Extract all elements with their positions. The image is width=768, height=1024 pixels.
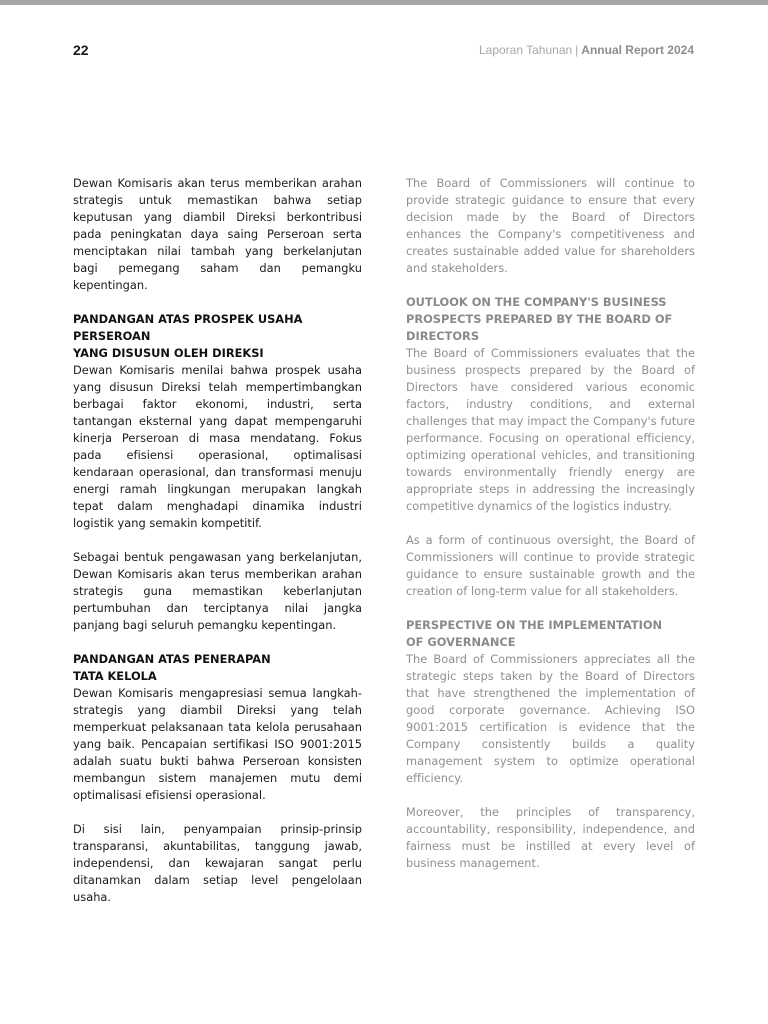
right-heading-business-prospects: [406, 294, 695, 345]
right-paragraph-4: The Board of Commissioners appreciates all the strategic steps taken by the Board of Directors that have strengthened the implementation of good corporate governance. Achieving ISO 9001:2015 certification is evidence that the Company consistently builds a quality management system to optimize operational efficiency.: [406, 652, 695, 785]
right-heading-1-line-2: PROSPECTS PREPARED BY THE BOARD OF: [406, 312, 673, 326]
right-heading-governance: [406, 617, 695, 651]
left-heading-1-line-2: YANG DISUSUN OLEH DIREKSI: [73, 346, 264, 360]
page-number: 22: [73, 42, 89, 58]
top-border-bar: [0, 0, 768, 5]
left-heading-business-prospects: [73, 311, 362, 362]
indonesian-column: [73, 175, 362, 906]
running-header: [479, 43, 694, 57]
left-heading-2-line-1: PANDANGAN ATAS PENERAPAN: [73, 652, 271, 666]
right-heading-1-line-3: DIRECTORS: [406, 329, 480, 343]
left-paragraph-4: Dewan Komisaris mengapresiasi semua langkah-strategis yang diambil Direksi yang telah memperkuat pelaksanaan tata kelola perusahaan yang baik. Pencapaian sertifikasi ISO 9001:2015 adalah suatu bukti bahwa Perseroan konsisten membangun sistem manajemen mutu demi optimalisasi efisiensi operasional.: [73, 686, 362, 802]
right-paragraph-3: As a form of continuous oversight, the Board of Commissioners will continue to provide strategic guidance to ensure sustainable growth and the creation of long-term value for all stakeholders.: [406, 533, 695, 598]
left-heading-governance: [73, 651, 362, 685]
left-paragraph-3: Sebagai bentuk pengawasan yang berkelanjutan, Dewan Komisaris akan terus memberikan arahan strategis guna memastikan keberlanjutan pertumbuhan dan terciptanya nilai jangka panjang bagi seluruh pemangku kepentingan.: [73, 550, 362, 632]
right-heading-2-line-2: OF GOVERNANCE: [406, 635, 516, 649]
left-paragraph-1: Dewan Komisaris akan terus memberikan arahan strategis untuk memastikan bahwa setiap keputusan yang diambil Direksi berkontribusi pada peningkatan daya saing Perseroan serta menciptakan nilai tambah yang berkelanjutan bagi pemegang saham dan pemangku kepentingan.: [73, 176, 362, 292]
header-separator: |: [575, 43, 579, 57]
right-paragraph-1: The Board of Commissioners will continue to provide strategic guidance to ensure that every decision made by the Board of Directors enhances the Company's competitiveness and creates sustainable added value for shareholders and stakeholders.: [406, 176, 695, 275]
left-heading-2-line-2: TATA KELOLA: [73, 669, 157, 683]
english-column: [406, 175, 695, 872]
right-heading-1-line-1: OUTLOOK ON THE COMPANY'S BUSINESS: [406, 295, 667, 309]
report-label-english: Annual Report 2024: [581, 43, 694, 57]
left-heading-1-line-1: PANDANGAN ATAS PROSPEK USAHA PERSEROAN: [73, 312, 303, 343]
right-heading-2-line-1: PERSPECTIVE ON THE IMPLEMENTATION: [406, 618, 663, 632]
report-label-indonesian: Laporan Tahunan: [478, 43, 573, 57]
right-paragraph-5: Moreover, the principles of transparency, accountability, responsibility, independence, and fairness must be instilled at every level of business management.: [406, 805, 695, 870]
right-paragraph-2: The Board of Commissioners evaluates that the business prospects prepared by the Board of Directors have considered various economic factors, industry conditions, and external challenges that may impact the Company's future performance. Focusing on operational efficiency, optimizing operational vehicles, and transitioning towards environmentally friendly energy are appropriate steps in addressing the increasingly competitive dynamics of the logistics industry.: [406, 346, 695, 513]
left-paragraph-2: Dewan Komisaris menilai bahwa prospek usaha yang disusun Direksi telah mempertimbangkan berbagai faktor ekonomi, industri, serta tantangan eksternal yang dapat mempengaruhi kinerja Perseroan di masa mendatang. Fokus pada efisiensi operasional, optimalisasi kendaraan operasional, dan transformasi menuju energi ramah lingkungan merupakan langkah tepat dalam menghadapi dinamika industri logistik yang semakin kompetitif.: [73, 363, 362, 530]
left-paragraph-5: Di sisi lain, penyampaian prinsip-prinsip transparansi, akuntabilitas, tanggung jawab, independensi, dan kewajaran sangat perlu ditanamkan dalam setiap level pengelolaan usaha.: [73, 822, 362, 904]
